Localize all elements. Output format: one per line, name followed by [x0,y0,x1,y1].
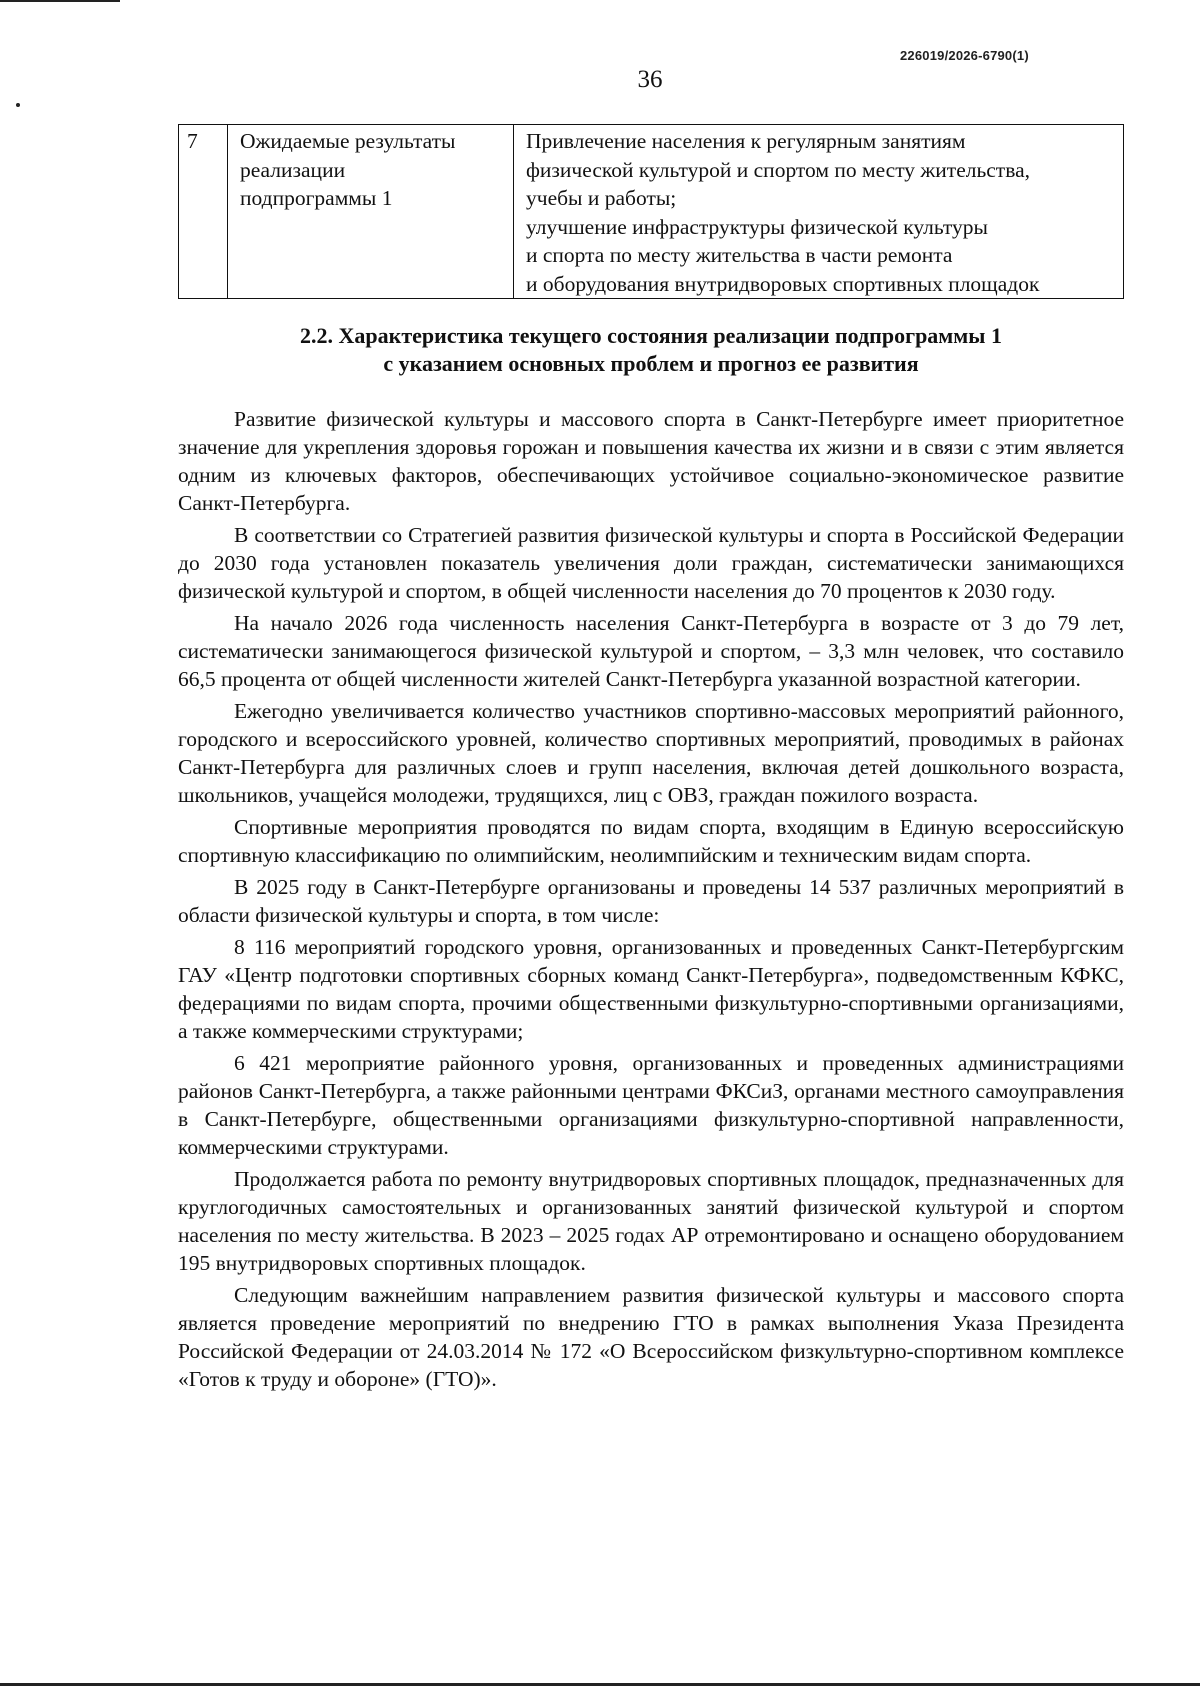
label-line: реализации [240,157,346,182]
value-line: улучшение инфраструктуры физической культуры [526,214,988,239]
paragraph: Следующим важнейшим направлением развития физической культуры и массового спорта является проведение мероприятий по внедрению ГТО в рамках выполнения Указа Президента Российской Федерации от 24.03.2014 № 172 «О Всероссийском физкультурно-спортивном комплексе «Готов к труду и обороне» (ГТО)». [178,1283,1124,1391]
value-line: и оборудования внутридворовых спортивных площадок [526,271,1040,296]
row-number-cell: 7 [179,125,228,299]
paragraph: 6 421 мероприятие районного уровня, организованных и проведенных администрациями районов Санкт-Петербурга, а также районными центрами ФКСиЗ, органами местного самоуправления в Санкт-Петербурге, общественными организациями физкультурно-спортивной направленности, коммерческими структурами. [178,1051,1124,1159]
value-line: учебы и работы; [526,186,677,210]
value-line: физической культурой и спортом по месту жительства, [526,157,1030,182]
passport-table [178,124,1124,299]
table-row [179,125,1124,299]
scan-speck [16,103,20,107]
paragraph: В соответствии со Стратегией развития физической культуры и спорта в Российской Федерации до 2030 года установлен показатель увеличения доли граждан, систематически занимающихся физической культурой и спортом, в общей численности населения до 70 процентов к 2030 году. [178,523,1124,603]
paragraph: 8 116 мероприятий городского уровня, организованных и проведенных Санкт-Петербургским ГАУ «Центр подготовки спортивных сборных команд Санкт-Петербурга», подведомственным КФКС, федерациями по видам спорта, прочими общественными физкультурно-спортивными организациями, а также коммерческими структурами; [178,935,1124,1043]
label-line: Ожидаемые результаты [240,129,456,153]
paragraph: Продолжается работа по ремонту внутридворовых спортивных площадок, предназначенных для круглогодичных самостоятельных и организованных занятий физической культурой и спортом населения по месту жительства. В 2023 – 2025 годах АР отремонтировано и оснащено оборудованием 195 внутридворовых спортивных площадок. [178,1167,1124,1275]
section-heading-line: 2.2. Характеристика текущего состояния реализации подпрограммы 1 [300,323,1002,348]
paragraph: Ежегодно увеличивается количество участников спортивно-массовых мероприятий районного, городского и всероссийского уровней, количество спортивных мероприятий, проводимых в районах Санкт-Петербурга для различных слоев и групп населения, включая детей дошкольного возраста, школьников, учащейся молодежи, трудящихся, лиц с ОВЗ, граждан пожилого возраста. [178,699,1124,807]
paragraph: Развитие физической культуры и массового спорта в Санкт-Петербурге имеет приоритетное значение для укрепления здоровья горожан и повышения качества их жизни и в связи с этим является одним из ключевых факторов, обеспечивающих устойчивое социально-экономическое развитие Санкт-Петербурга. [178,407,1124,515]
section-heading [178,322,1124,378]
label-line: подпрограммы 1 [240,186,393,210]
page-number: 36 [637,66,663,93]
section-heading-line: с указанием основных проблем и прогноз ее развития [383,351,919,376]
value-line: Привлечение населения к регулярным занятиям [526,129,966,153]
document-number: 226019/2026-6790(1) [900,48,1029,63]
body-text [178,405,1124,1397]
scan-edge-line [0,0,120,2]
paragraph: Спортивные мероприятия проводятся по видам спорта, входящим в Единую всероссийскую спортивную классификацию по олимпийским, неолимпийским и техническим видам спорта. [178,815,1124,867]
paragraph: В 2025 году в Санкт-Петербурге организованы и проведены 14 537 различных мероприятий в области физической культуры и спорта, в том числе: [178,875,1124,927]
scan-edge-line [0,1683,1200,1686]
row-value-cell [514,125,1124,299]
paragraph: На начало 2026 года численность населения Санкт-Петербурга в возрасте от 3 до 79 лет, систематически занимающегося физической культурой и спортом, – 3,3 млн человек, что составило 66,5 процента от общей численности жителей Санкт-Петербурга указанной возрастной категории. [178,611,1124,691]
row-label-cell [228,125,514,299]
value-line: и спорта по месту жительства в части ремонта [526,243,953,267]
